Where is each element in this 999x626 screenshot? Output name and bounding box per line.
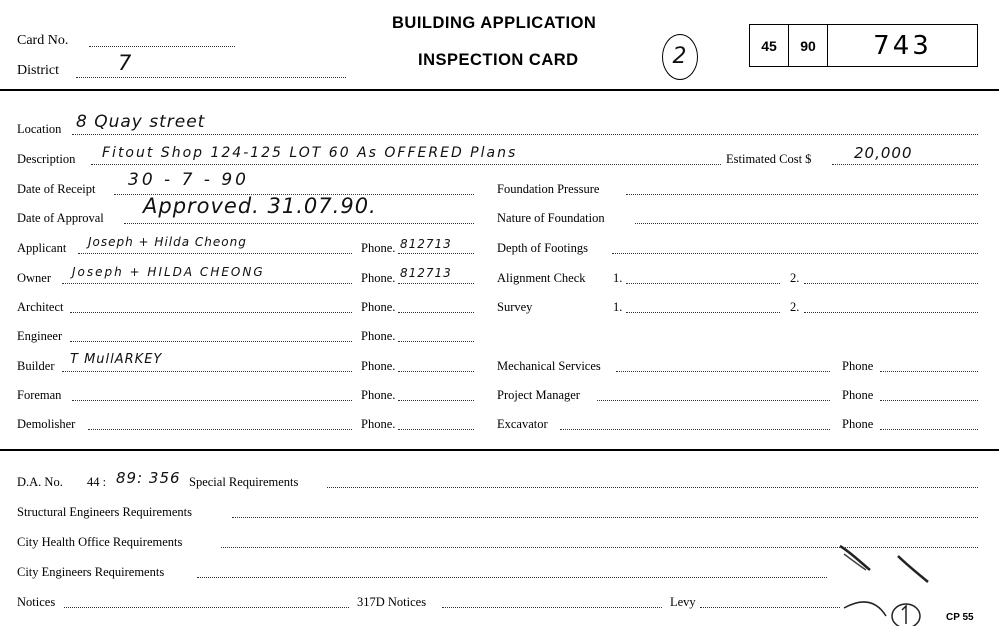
alignment-check-field-1[interactable] xyxy=(626,283,780,284)
demolisher-phone-label: Phone. xyxy=(361,417,396,431)
foreman-field[interactable] xyxy=(72,400,352,401)
estimated-cost-field[interactable] xyxy=(832,164,978,165)
foreman-phone-field[interactable] xyxy=(398,400,474,401)
form-code: CP 55 xyxy=(946,612,974,623)
survey-field-2[interactable] xyxy=(804,312,978,313)
applicant-phone-label: Phone. xyxy=(361,241,396,255)
foundation-pressure-field[interactable] xyxy=(626,194,978,195)
notices-317d-label: 317D Notices xyxy=(357,595,427,609)
alignment-num2: 2. xyxy=(790,271,800,285)
depth-footings-field[interactable] xyxy=(612,253,978,254)
applicant-phone-field[interactable] xyxy=(398,253,474,254)
location-field[interactable] xyxy=(72,134,978,135)
owner-phone-label: Phone. xyxy=(361,271,396,285)
excavator-field[interactable] xyxy=(560,429,830,430)
architect-label: Architect xyxy=(17,300,64,314)
estimated-cost-value: 20,000 xyxy=(854,144,913,162)
alignment-check-label: Alignment Check xyxy=(497,271,586,285)
circled-mark-text: 2 xyxy=(672,44,688,69)
engineer-phone-field[interactable] xyxy=(398,341,474,342)
notices-label: Notices xyxy=(17,595,56,609)
da-prefix: 44 : xyxy=(87,475,107,489)
card-title-line1: BUILDING APPLICATION xyxy=(392,14,597,32)
city-engineers-label: City Engineers Requirements xyxy=(17,565,165,579)
date-approval-value: Approved. 31.07.90. xyxy=(143,194,377,218)
builder-value: T MullARKEY xyxy=(70,352,163,367)
description-label: Description xyxy=(17,152,76,166)
project-manager-phone-label: Phone xyxy=(842,388,874,402)
mechanical-phone-field[interactable] xyxy=(880,371,978,372)
mechanical-label: Mechanical Services xyxy=(497,359,601,373)
nature-foundation-label: Nature of Foundation xyxy=(497,211,605,225)
location-label: Location xyxy=(17,122,62,136)
applicant-value: Joseph + Hilda Cheong xyxy=(88,235,247,249)
project-manager-label: Project Manager xyxy=(497,388,580,402)
structural-field[interactable] xyxy=(232,517,978,518)
applicant-phone: 812713 xyxy=(400,237,452,251)
special-requirements-field[interactable] xyxy=(327,487,978,488)
levy-field[interactable] xyxy=(700,607,840,608)
district-field[interactable] xyxy=(76,77,346,78)
engineer-field[interactable] xyxy=(70,341,352,342)
da-label: D.A. No. xyxy=(17,475,63,489)
date-receipt-label: Date of Receipt xyxy=(17,182,96,196)
survey-label: Survey xyxy=(497,300,533,314)
description-field[interactable] xyxy=(91,164,721,165)
builder-field[interactable] xyxy=(62,371,352,372)
excavator-phone-label: Phone xyxy=(842,417,874,431)
project-manager-field[interactable] xyxy=(597,400,830,401)
estimated-cost-label: Estimated Cost $ xyxy=(726,152,812,166)
special-requirements-label: Special Requirements xyxy=(189,475,299,489)
architect-phone-field[interactable] xyxy=(398,312,474,313)
alignment-check-field-2[interactable] xyxy=(804,283,978,284)
card-no-field[interactable] xyxy=(89,46,235,47)
survey-field-1[interactable] xyxy=(626,312,780,313)
builder-phone-field[interactable] xyxy=(398,371,474,372)
notices-field[interactable] xyxy=(64,607,349,608)
levy-label: Levy xyxy=(670,595,696,609)
depth-footings-label: Depth of Footings xyxy=(497,241,588,255)
nature-foundation-field[interactable] xyxy=(635,223,978,224)
engineer-label: Engineer xyxy=(17,329,63,343)
card-title-line2: INSPECTION CARD xyxy=(418,51,579,69)
excavator-phone-field[interactable] xyxy=(880,429,978,430)
mechanical-field[interactable] xyxy=(616,371,830,372)
engineer-phone-label: Phone. xyxy=(361,329,396,343)
date-receipt-value: 30 - 7 - 90 xyxy=(128,170,249,190)
owner-field[interactable] xyxy=(62,283,352,284)
owner-phone-field[interactable] xyxy=(398,283,474,284)
owner-label: Owner xyxy=(17,271,52,285)
circled-stamp xyxy=(842,596,942,626)
foreman-label: Foreman xyxy=(17,388,62,402)
box-cell-2: 90 xyxy=(789,25,828,66)
location-value: 8 Quay street xyxy=(76,112,206,132)
applicant-field[interactable] xyxy=(78,253,352,254)
demolisher-label: Demolisher xyxy=(17,417,76,431)
demolisher-field[interactable] xyxy=(88,429,352,430)
card-no-label: Card No. xyxy=(17,33,69,48)
district-value: 7 xyxy=(118,51,133,75)
description-value: Fitout Shop 124-125 LOT 60 As OFFERED Plans xyxy=(102,145,518,161)
architect-phone-label: Phone. xyxy=(361,300,396,314)
demolisher-phone-field[interactable] xyxy=(398,429,474,430)
date-approval-label: Date of Approval xyxy=(17,211,104,225)
header-divider xyxy=(0,89,999,91)
survey-num1: 1. xyxy=(613,300,623,314)
builder-label: Builder xyxy=(17,359,55,373)
excavator-label: Excavator xyxy=(497,417,548,431)
health-label: City Health Office Requirements xyxy=(17,535,183,549)
survey-num2: 2. xyxy=(790,300,800,314)
pen-marks xyxy=(836,540,936,590)
district-label: District xyxy=(17,63,59,78)
card-number: 743 xyxy=(873,30,932,61)
box-cell-1: 45 xyxy=(750,25,789,66)
owner-value: Joseph + HILDA CHEONG xyxy=(72,265,265,279)
alignment-num1: 1. xyxy=(613,271,623,285)
city-engineers-field[interactable] xyxy=(197,577,827,578)
structural-label: Structural Engineers Requirements xyxy=(17,505,192,519)
builder-phone-label: Phone. xyxy=(361,359,396,373)
notices-317d-field[interactable] xyxy=(442,607,662,608)
details-divider xyxy=(0,449,999,451)
applicant-label: Applicant xyxy=(17,241,67,255)
foreman-phone-label: Phone. xyxy=(361,388,396,402)
da-number: 89: 356 xyxy=(116,469,181,487)
card-number-box xyxy=(749,24,978,67)
mechanical-phone-label: Phone xyxy=(842,359,874,373)
owner-phone: 812713 xyxy=(400,266,452,280)
foundation-pressure-label: Foundation Pressure xyxy=(497,182,600,196)
project-manager-phone-field[interactable] xyxy=(880,400,978,401)
circled-mark xyxy=(662,34,698,80)
architect-field[interactable] xyxy=(70,312,352,313)
date-approval-field[interactable] xyxy=(124,223,474,224)
